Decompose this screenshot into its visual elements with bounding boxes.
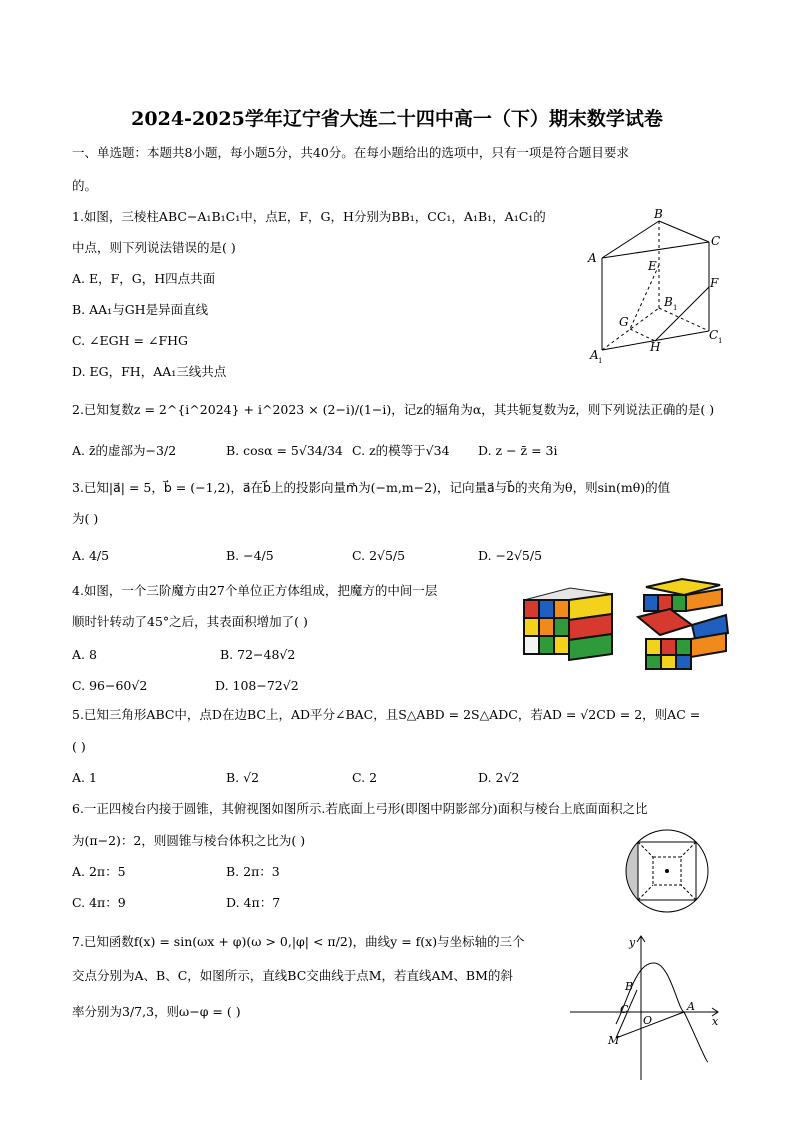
label-a: A	[588, 251, 597, 265]
q5-option-b: B. √2	[226, 770, 260, 785]
q1-stem: 1.如图，三棱柱ABC−A₁B₁C₁中，点E，F，G，H分别为BB₁，CC₁，A₁B₁，A₁C₁的	[72, 209, 546, 224]
q5-stem: 5.已知三角形ABC中，点D在边BC上，AD平分∠BAC，且S△ABD = 2S△ADC，若AD = √2CD = 2，则AC =	[72, 707, 701, 722]
q3-stem-cont: 为( )	[72, 511, 99, 526]
label-e: E	[648, 259, 657, 273]
point-label-c: C	[620, 1003, 629, 1016]
q4-stem: 4.如图，一个三阶魔方由27个单位正方体组成，把魔方的中间一层	[72, 583, 438, 598]
rubiks-cube-twisted-photo	[636, 575, 732, 673]
axis-label-y: y	[629, 936, 636, 949]
label-a1-sub: 1	[598, 357, 603, 365]
q6-option-a: A. 2π：5	[72, 864, 126, 879]
q1-option-c: C. ∠EGH = ∠FHG	[72, 333, 189, 348]
q1-option-d: D. EG，FH，AA₁三线共点	[72, 364, 227, 379]
q5-stem-cont: ( )	[72, 739, 86, 754]
point-label-m: M	[608, 1034, 620, 1047]
q3-option-b: B. −4/5	[226, 548, 274, 563]
q4-option-c: C. 96−60√2	[72, 678, 148, 693]
label-c1: C	[709, 328, 719, 342]
section-heading-cont: 的。	[72, 178, 98, 193]
section-heading: 一、单选题：本题共8小题，每小题5分，共40分。在每小题给出的选项中，只有一项是符合题目要求	[72, 145, 629, 160]
q5-option-a: A. 1	[72, 770, 97, 785]
label-c1-sub: 1	[718, 337, 723, 345]
label-b: B	[654, 207, 663, 221]
q6-option-c: C. 4π：9	[72, 895, 126, 910]
q3-option-c: C. 2√5/5	[352, 548, 406, 563]
page-title: 2024-2025学年辽宁省大连二十四中高一（下）期末数学试卷	[131, 108, 663, 130]
q2-option-b: B. cosα = 5√34/34	[226, 443, 343, 458]
label-b1: B	[664, 295, 673, 309]
q3-option-a: A. 4/5	[72, 548, 110, 563]
q2-option-c: C. z的模等于√34	[352, 443, 450, 458]
q3-stem: 3.已知|a⃗| = 5，b⃗ = (−1,2)，a⃗在b⃗上的投影向量m⃗为(−m,m−2)，记向量a⃗与b⃗的夹角为θ，则sin(mθ)的值	[72, 480, 671, 495]
label-h: H	[650, 340, 661, 354]
q4-option-a: A. 8	[72, 647, 97, 662]
label-a1: A	[590, 348, 599, 362]
label-f: F	[710, 276, 719, 290]
q4-option-d: D. 108−72√2	[215, 678, 299, 693]
q6-stem: 6.一正四棱台内接于圆锥，其俯视图如图所示.若底面上弓形(即图中阴影部分)面积与棱台上底面面积之比	[72, 801, 648, 816]
sine-graph-figure	[566, 930, 730, 1082]
label-b1-sub: 1	[673, 304, 678, 312]
q7-stem-cont2: 率分别为3/7,3，则ω−φ = ( )	[72, 1004, 241, 1019]
label-g: G	[619, 315, 629, 329]
point-label-b: B	[625, 980, 634, 993]
q6-option-b: B. 2π：3	[226, 864, 280, 879]
q7-stem-cont: 交点分别为A、B、C，如图所示，直线BC交曲线于点M，若直线AM、BM的斜	[72, 968, 513, 983]
axis-label-x: x	[712, 1015, 719, 1028]
q2-option-a: A. z̄的虚部为−3/2	[72, 443, 177, 458]
point-label-a: A	[687, 1000, 695, 1013]
q6-stem-cont: 为(π−2)：2，则圆锥与棱台体积之比为( )	[72, 833, 306, 848]
prism-figure	[582, 205, 732, 367]
q1-option-a: A. E，F，G，H四点共面	[72, 271, 216, 286]
q7-stem: 7.已知函数f(x) = sin(ωx + φ)(ω > 0,|φ| < π/2)，曲线y = f(x)与坐标轴的三个	[72, 934, 525, 949]
q2-option-d: D. z − z̄ = 3i	[478, 443, 558, 458]
q1-option-b: B. AA₁与GH是异面直线	[72, 302, 209, 317]
frustum-top-view-figure	[622, 826, 712, 916]
q4-stem-cont: 顺时针转动了45°之后，其表面积增加了( )	[72, 614, 308, 629]
q5-option-d: D. 2√2	[478, 770, 520, 785]
q1-stem-cont: 中点，则下列说法错误的是( )	[72, 240, 236, 255]
q5-option-c: C. 2	[352, 770, 378, 785]
point-label-o: O	[643, 1014, 653, 1027]
label-c: C	[711, 234, 721, 248]
q2-stem: 2.已知复数z = 2^{i^2024} + i^2023 × (2−i)/(1−i)，记z的辐角为α，其共轭复数为z̄，则下列说法正确的是( )	[72, 402, 715, 417]
q4-option-b: B. 72−48√2	[220, 647, 296, 662]
rubiks-cube-photo	[518, 578, 618, 673]
q6-option-d: D. 4π：7	[226, 895, 281, 910]
q3-option-d: D. −2√5/5	[478, 548, 543, 563]
